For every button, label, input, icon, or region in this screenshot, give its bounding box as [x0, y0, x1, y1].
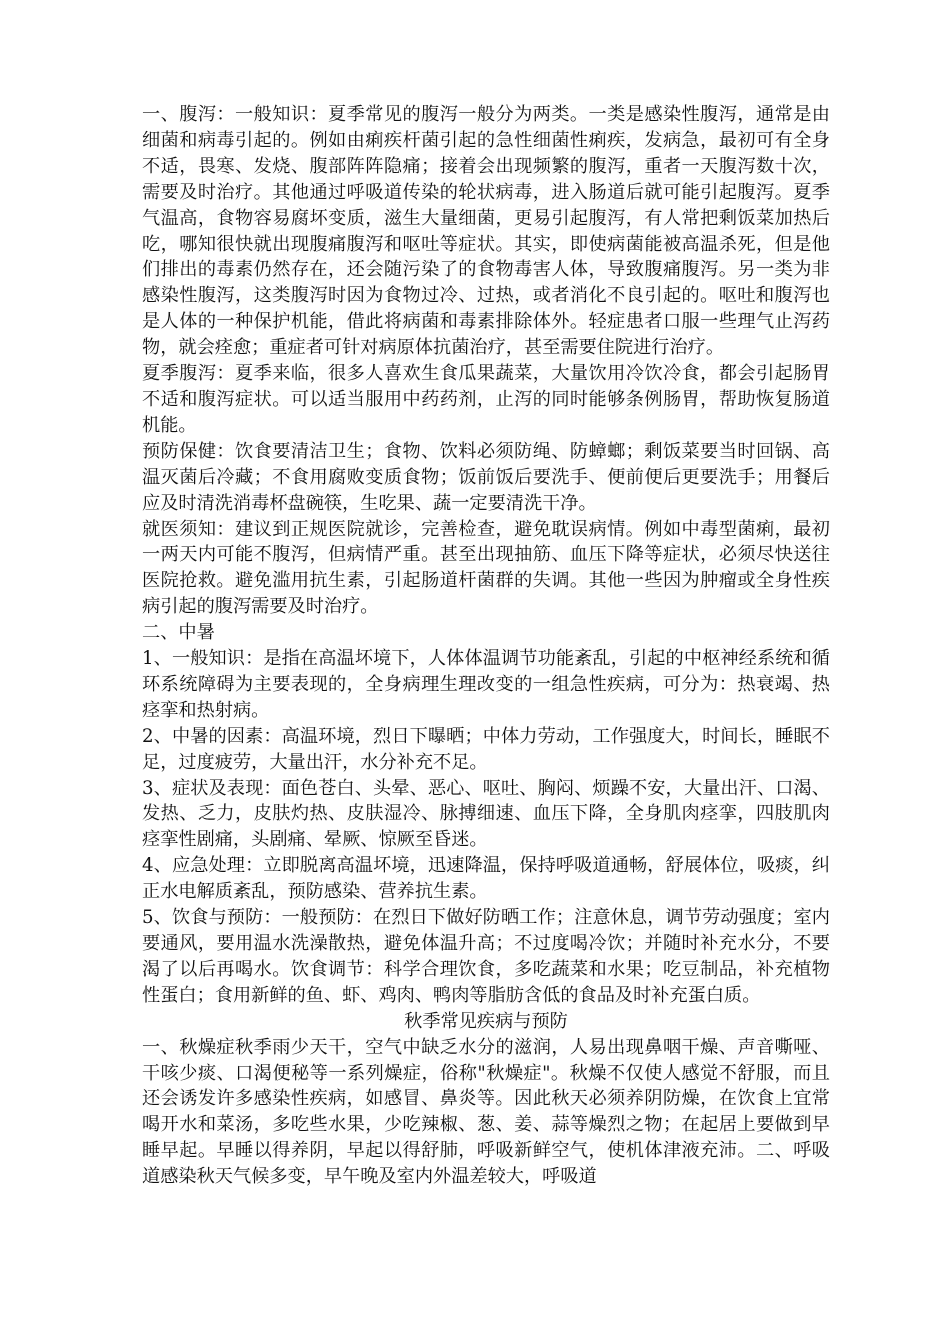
- paragraph-heatstroke-title: 二、中暑: [142, 622, 215, 644]
- paragraph-heatstroke-emergency: 4、应急处理：立即脱离高温坏境，迅速降温，保持呼吸道通畅，舒展体位，吸痰，纠正水电解质紊乱，预防感染、营养抗生素。: [142, 855, 830, 903]
- document-page: [142, 102, 830, 1190]
- paragraph-heatstroke-diet: 5、饮食与预防：一般预防：在烈日下做好防晒工作；注意休息，调节劳动强度；室内要通风，要用温水洗澡散热，避免体温升高；不过度喝冷饮；并随时补充水分，不要渴了以后再喝水。饮食调节：科学合理饮食，多吃蔬菜和水果；吃豆制品，补充植物性蛋白；食用新鲜的鱼、虾、鸡肉、鸭肉等脂肪含低的食品及时补充蛋白质。: [142, 907, 830, 1006]
- paragraph-heatstroke-general: 1、一般知识：是指在高温坏境下，人体体温调节功能紊乱，引起的中枢神经系统和循环系统障碍为主要表现的，全身病理生理改变的一组急性疾病，可分为：热衰竭、热痉挛和热射病。: [142, 648, 830, 721]
- paragraph-prevention: 预防保健：饮食要清洁卫生；食物、饮料必须防绳、防蟑螂；剩饭菜要当时回锅、高温灭菌后冷藏；不食用腐败变质食物；饭前饭后要洗手、便前便后更要洗手；用餐后应及时清洗消毒杯盘碗筷，生吃果、蔬一定要清洗干净。: [142, 440, 830, 514]
- paragraph-diarrhea-general: 一、腹泻：一般知识：夏季常见的腹泻一般分为两类。一类是感染性腹泻，通常是由细菌和病毒引起的。例如由痢疾杆菌引起的急性细菌性痢疾，发病急，最初可有全身不适，畏寒、发烧、腹部阵阵隐痛；接着会出现频繁的腹泻，重者一天腹泻数十次，需要及时治疗。其他通过呼吸道传染的轮状病毒，进入肠道后就可能引起腹泻。夏季气温高，食物容易腐坏变质，滋生大量细菌，更易引起腹泻，有人常把剩饭菜加热后吃，哪知很快就出现腹痛腹泻和呕吐等症状。其实，即使病菌能被高温杀死，但是他们排出的毒素仍然存在，还会随污染了的食物毒害人体，导致腹痛腹泻。另一类为非感染性腹泻，这类腹泻时因为食物过冷、过热，或者消化不良引起的。呕吐和腹泻也是人体的一种保护机能，借此将病菌和毒素排除体外。轻症患者口服一些理气止泻药物，就会痊愈；重症者可针对病原体抗菌治疗，甚至需要住院进行治疗。: [142, 104, 830, 359]
- paragraph-autumn-dryness: 一、秋燥症秋季雨少天干，空气中缺乏水分的滋润，人易出现鼻咽干燥、声音嘶哑、干咳少痰、口渴便秘等一系列燥症，俗称"秋燥症"。秋燥不仅使人感觉不舒服，而且还会诱发许多感染性疾病，如感冒、鼻炎等。因此秋天必须养阴防燥，在饮食上宜常喝开水和菜汤，多吃些水果，少吃辣椒、葱、姜、蒜等燥烈之物；在起居上要做到早睡早起。早睡以得养阴，早起以得舒肺，呼吸新鲜空气，使机体津液充沛。二、呼吸道感染秋天气候多变，早午晚及室内外温差较大，呼吸道: [142, 1036, 830, 1188]
- section-heading-autumn: 秋季常见疾病与预防: [404, 1010, 568, 1032]
- paragraph-heatstroke-factors: 2、中暑的因素：高温环境，烈日下曝晒；中体力劳动，工作强度大，时间长，睡眠不足，过度疲劳，大量出汗，水分补充不足。: [142, 725, 830, 773]
- paragraph-heatstroke-symptoms: 3、症状及表现：面色苍白、头晕、恶心、呕吐、胸闷、烦躁不安，大量出汗、口渴、发热、乏力，皮肤灼热、皮肤湿冷、脉搏细速、血压下降，全身肌肉痉挛，四肢肌肉痉挛性剧痛，头剧痛、晕厥、惊厥至昏迷。: [142, 777, 830, 851]
- paragraph-medical-notice: 就医须知：建议到正规医院就诊，完善检查，避免耽误病情。例如中毒型菌痢，最初一两天内可能不腹泻，但病情严重。甚至出现抽筋、血压下降等症状，必须尽快送往医院抢救。避免滥用抗生素，引起肠道杆菌群的失调。其他一些因为肿瘤或全身性疾病引起的腹泻需要及时治疗。: [142, 518, 830, 618]
- paragraph-summer-diarrhea: 夏季腹泻：夏季来临，很多人喜欢生食瓜果蔬菜，大量饮用冷饮冷食，都会引起肠胃不适和腹泻症状。可以适当服用中药药剂，止泻的同时能够条例肠胃，帮助恢复肠道机能。: [142, 363, 830, 436]
